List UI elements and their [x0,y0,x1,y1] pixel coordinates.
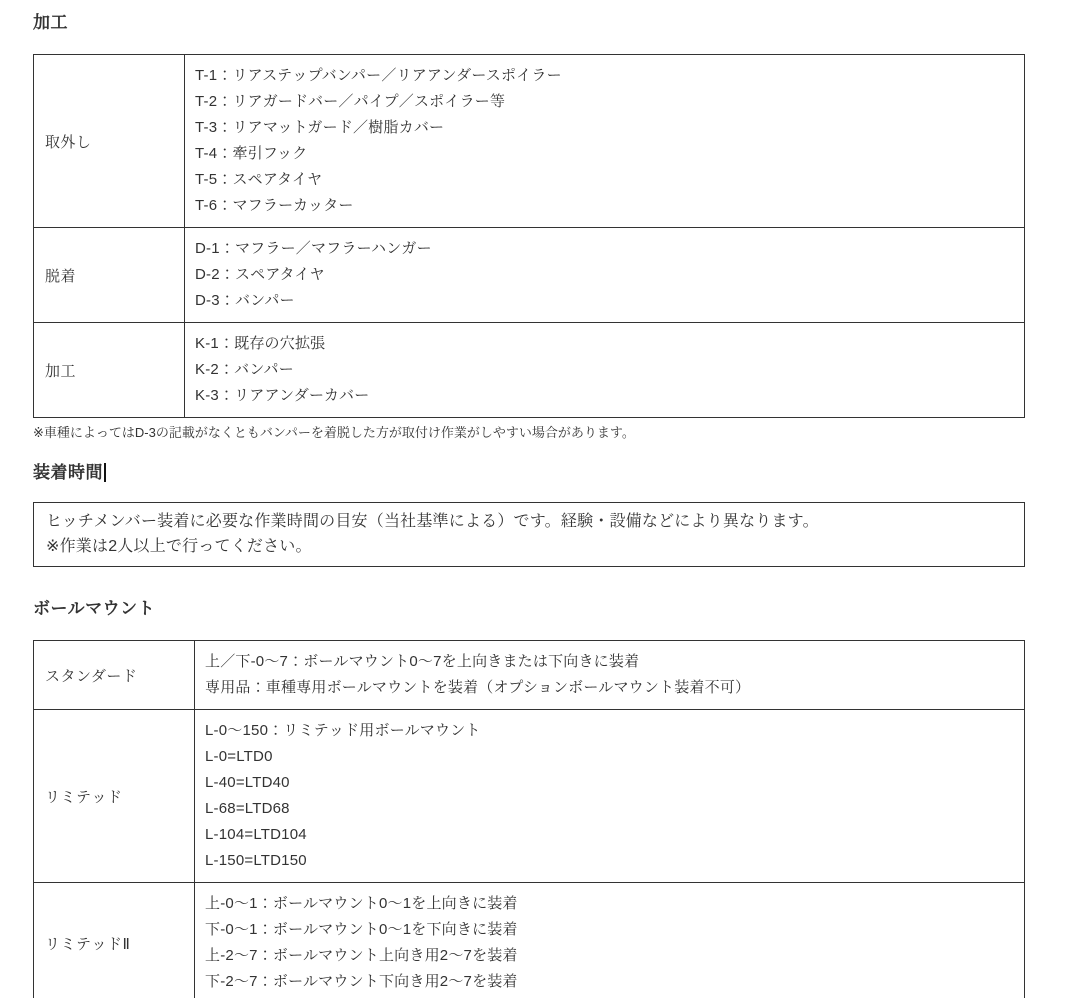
table-row-detach [34,228,1025,323]
cell-line: K-3：リアアンダーカバー [195,387,370,404]
row-label-removal: 取外し [34,55,185,228]
cell-line: T-4：牽引フック [195,145,308,162]
cell-line: T-6：マフラーカッター [195,197,354,214]
cell-line: T-5：スペアタイヤ [195,171,323,188]
row-label-standard: スタンダード [34,641,195,710]
cell-line: L-0～150：リミテッド用ボールマウント [205,722,481,739]
table-row-modify [34,323,1025,418]
cell-line: 下-0～1：ボールマウント0～1を下向きに装着 [205,921,518,938]
section-heading-processing: 加工 [33,13,68,32]
row-label-limited2: リミテッドⅡ [34,883,195,998]
cell-line: T-1：リアステップバンパー／リアアンダースポイラー [195,67,562,84]
cell-line: T-3：リアマットガード／樹脂カバー [195,119,445,136]
table-row-limited2 [34,883,1025,998]
processing-table [33,54,1025,418]
cell-line: 上-2～7：ボールマウント上向き用2～7を装着 [205,947,518,964]
processing-note: ※車種によってはD-3の記載がなくともバンパーを着脱した方が取付け作業がしやすい場合があります。 [33,425,635,440]
cell-line: L-150=LTD150 [205,852,307,869]
cell-line: 下-2～7：ボールマウント下向き用2～7を装着 [205,973,518,990]
cell-line: L-104=LTD104 [205,826,307,843]
cell-line: K-2：バンパー [195,361,294,378]
row-label-detach: 脱着 [34,228,185,323]
row-content-limited [195,710,1025,883]
info-box-line: ヒッチメンバー装着に必要な作業時間の目安（当社基準による）です。経験・設備などにより異なります。 [46,513,819,530]
cell-line: 上-0～1：ボールマウント0～1を上向きに装着 [205,895,518,912]
info-box-line: ※作業は2人以上で行ってください。 [46,538,312,555]
row-label-modify: 加工 [34,323,185,418]
cell-line: L-0=LTD0 [205,748,273,765]
row-content-modify [185,323,1025,418]
cell-line: L-40=LTD40 [205,774,290,791]
cell-line: D-1：マフラー／マフラーハンガー [195,240,432,257]
installation-time-box [33,502,1025,567]
cell-line: T-2：リアガードバー／パイプ／スポイラー等 [195,93,506,110]
table-row-limited [34,710,1025,883]
cell-line: 専用品：車種専用ボールマウントを装着（オプションボールマウント装着不可） [205,679,751,696]
text-caret [104,463,106,482]
table-row-standard [34,641,1025,710]
ball-mount-table [33,640,1025,998]
row-content-detach [185,228,1025,323]
cell-line: 上／下-0～7：ボールマウント0～7を上向きまたは下向きに装着 [205,653,640,670]
section-heading-installation-time[interactable] [33,462,1067,483]
table-row-removal [34,55,1025,228]
installation-time-heading-text: 装着時間 [33,463,103,482]
cell-line: K-1：既存の穴拡張 [195,335,326,352]
cell-line: L-68=LTD68 [205,800,290,817]
row-content-limited2 [195,883,1025,998]
row-content-removal [185,55,1025,228]
section-heading-ball-mount: ボールマウント [33,599,156,618]
row-label-limited: リミテッド [34,710,195,883]
row-content-standard [195,641,1025,710]
cell-line: D-3：バンパー [195,292,295,309]
cell-line: D-2：スペアタイヤ [195,266,325,283]
